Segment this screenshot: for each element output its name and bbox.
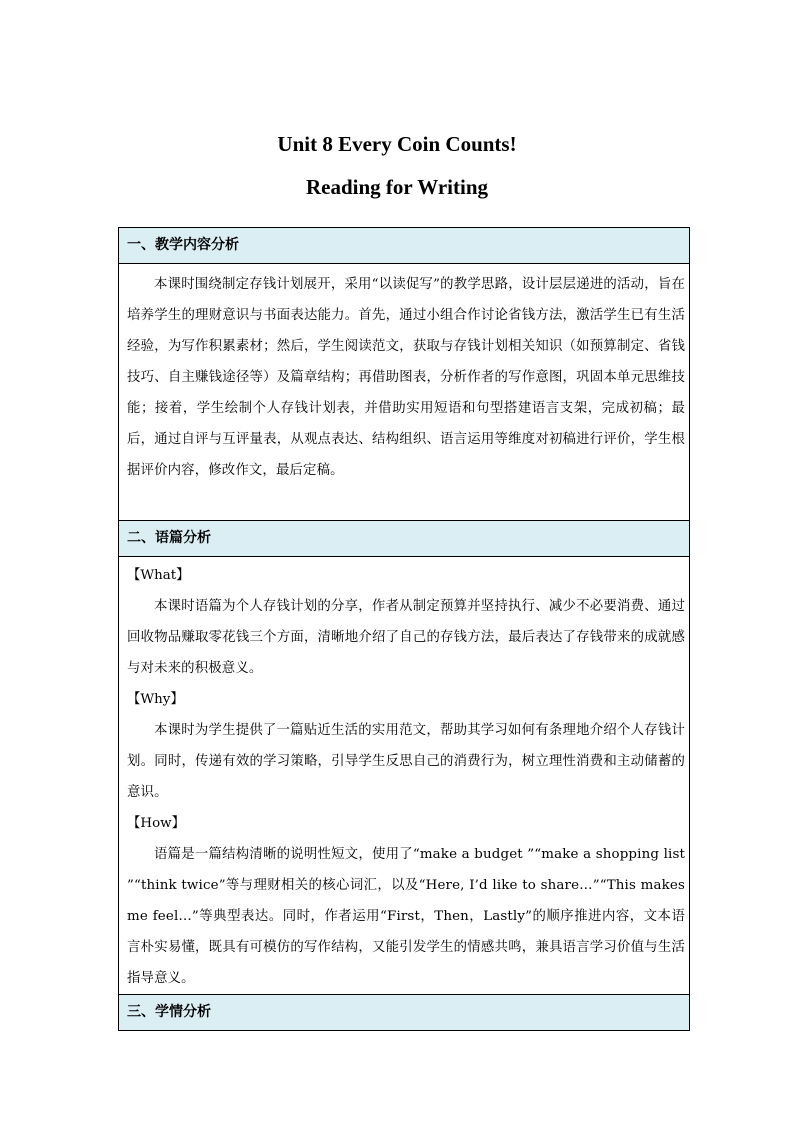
section-heading-text-analysis: 二、语篇分析 <box>119 521 689 557</box>
section-heading-student-analysis: 三、学情分析 <box>119 995 689 1030</box>
why-label: 【Why】 <box>127 692 184 707</box>
why-paragraph: 本课时为学生提供了一篇贴近生活的实用范文，帮助其学习如何有条理地介绍个人存钱计划。同时，传递有效的学习策略，引导学生反思自己的消费行为，树立理性消费和主动储蓄的意识。 <box>127 723 685 800</box>
section-heading-content-analysis: 一、教学内容分析 <box>119 228 689 264</box>
what-label: 【What】 <box>127 568 190 583</box>
section-body-content-analysis <box>119 264 689 521</box>
how-paragraph: 语篇是一篇结构清晰的说明性短文，使用了“make a budget ”“make a shopping list ”“think twice”等与理财相关的核心词汇，以及“Here, I’d like to share…”“This makes me feel…”等典型表达。同时，作者运用“First，Then，Lastly”的顺序推进内容，文本语言朴实易懂，既具有可模仿的写作结构，又能引发学生的情感共鸣，兼具语言学习价值与生活指导意义。 <box>127 847 685 986</box>
content-analysis-paragraph: 本课时围绕制定存钱计划展开，采用“以读促写”的教学思路，设计层层递进的活动，旨在培养学生的理财意识与书面表达能力。首先，通过小组合作讨论省钱方法，激活学生已有生活经验，为写作积累素材；然后，学生阅读范文，获取与存钱计划相关知识（如预算制定、省钱技巧、自主赚钱途径等）及篇章结构；再借助图表，分析作者的写作意图，巩固本单元思维技能；接着，学生绘制个人存钱计划表，并借助实用短语和句型搭建语言支架，完成初稿；最后，通过自评与互评量表，从观点表达、结构组织、语言运用等维度对初稿进行评价，学生根据评价内容，修改作文，最后定稿。 <box>127 277 685 478</box>
lesson-plan-table <box>118 227 690 1031</box>
page-title: Unit 8 Every Coin Counts! <box>277 132 517 156</box>
what-paragraph: 本课时语篇为个人存钱计划的分享，作者从制定预算并坚持执行、减少不必要消费、通过回收物品赚取零花钱三个方面，清晰地介绍了自己的存钱方法，最后表达了存钱带来的成就感与对未来的积极意义。 <box>127 599 685 676</box>
section-body-text-analysis <box>119 557 689 995</box>
page-subtitle: Reading for Writing <box>305 175 489 199</box>
how-label: 【How】 <box>127 816 185 831</box>
